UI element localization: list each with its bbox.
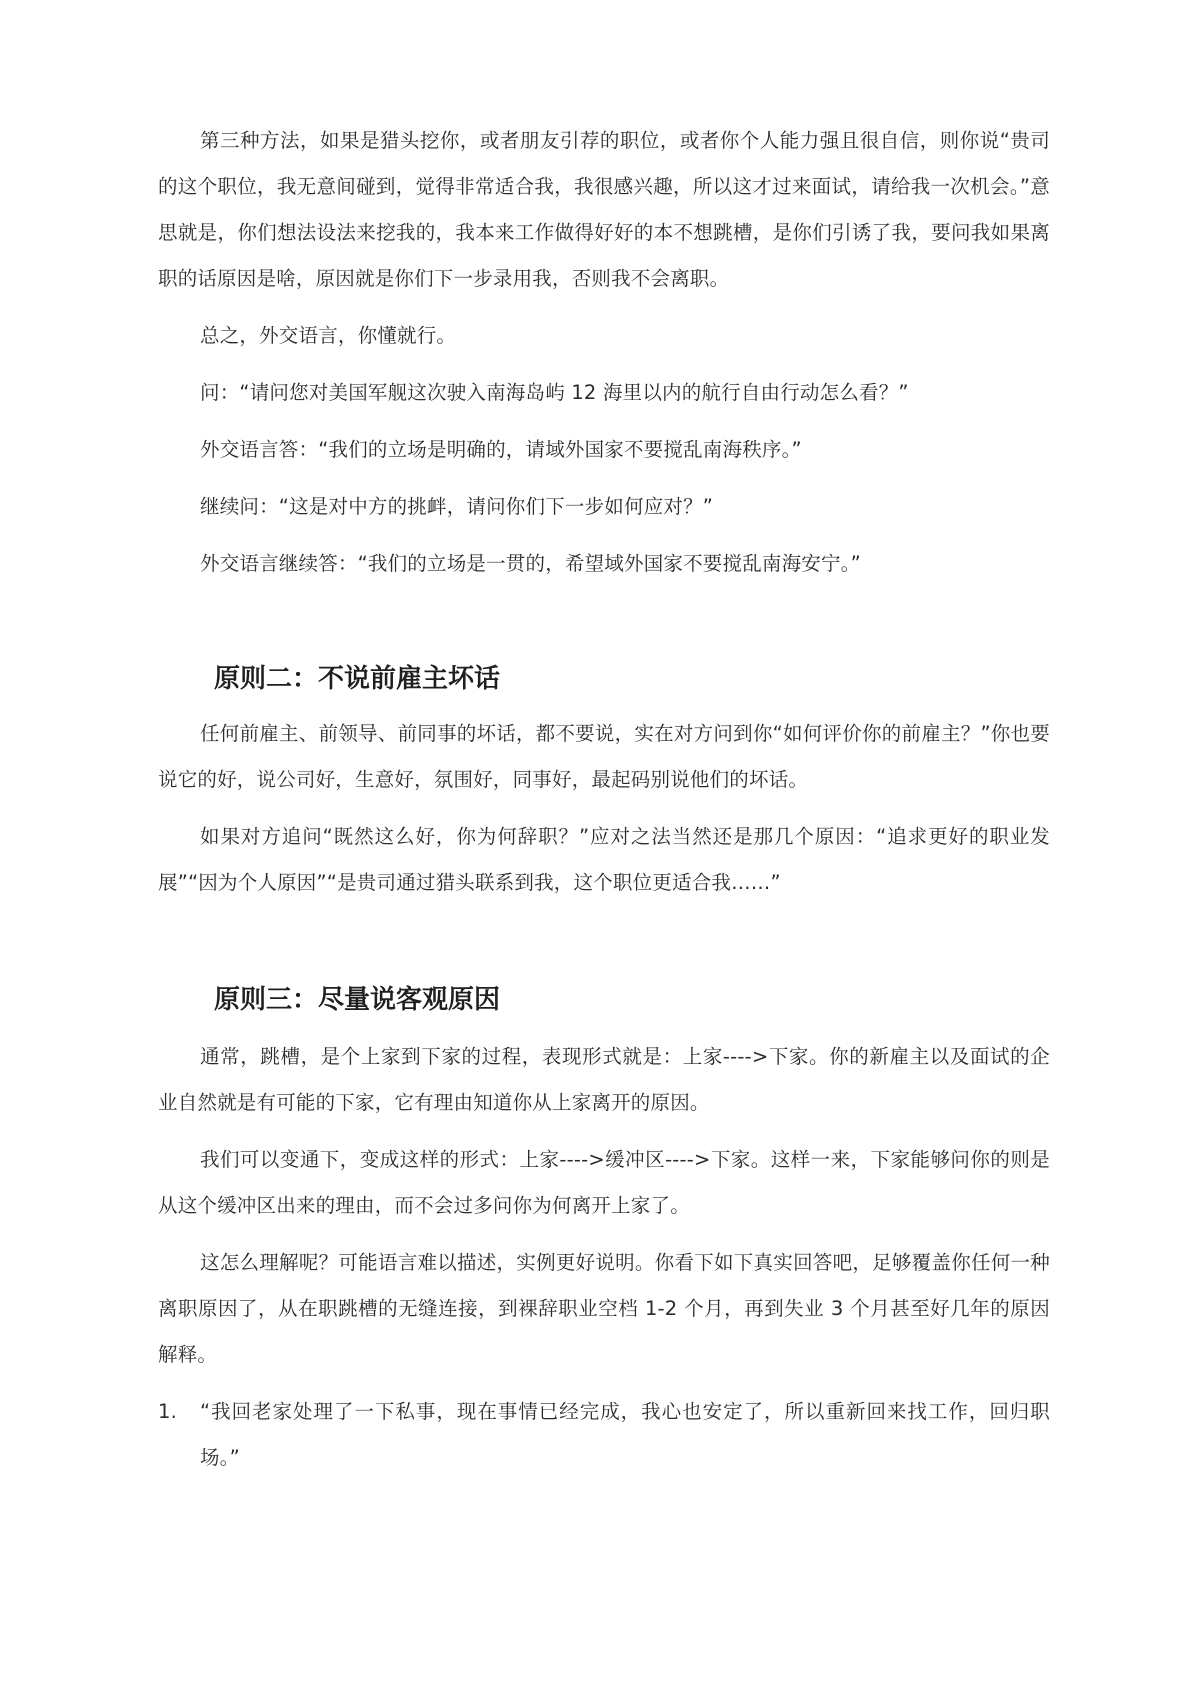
- paragraph-no-bad-words: 任何前雇主、前领导、前同事的坏话，都不要说，实在对方问到你“如何评价你的前雇主？”你也要说它的好，说公司好，生意好，氛围好，同事好，最起码别说他们的坏话。: [158, 722, 1050, 791]
- paragraph-follow-up-why: 如果对方追问“既然这么好，你为何辞职？”应对之法当然还是那几个原因：“追求更好的职业发展”“因为个人原因”“是贵司通过猎头联系到我，这个职位更适合我……”: [158, 825, 1050, 894]
- heading-principle-three: 原则三：尽量说客观原因: [214, 985, 501, 1015]
- list-item-text: “我回老家处理了一下私事，现在事情已经完成，我心也安定了，所以重新回来找工作，回归职场。”: [200, 1400, 1050, 1469]
- paragraph-buffer-zone: 我们可以变通下，变成这样的形式：上家---->缓冲区---->下家。这样一来，下家能够问你的则是从这个缓冲区出来的理由，而不会过多问你为何离开上家了。: [158, 1148, 1050, 1217]
- paragraph-job-hop-process: 通常，跳槽，是个上家到下家的过程，表现形式就是：上家---->下家。你的新雇主以及面试的企业自然就是有可能的下家，它有理由知道你从上家离开的原因。: [158, 1045, 1050, 1114]
- heading-principle-two: 原则二：不说前雇主坏话: [214, 664, 501, 694]
- paragraph-examples-intro: 这怎么理解呢？可能语言难以描述，实例更好说明。你看下如下真实回答吧，足够覆盖你任何一种离职原因了，从在职跳槽的无缝连接，到裸辞职业空档 1-2 个月，再到失业 3 个月甚至好几年的原因解释。: [158, 1251, 1050, 1366]
- list-item: [158, 1389, 1050, 1481]
- paragraph-question: 问：“请问您对美国军舰这次驶入南海岛屿 12 海里以内的航行自由行动怎么看？”: [200, 381, 909, 404]
- paragraph-summary: 总之，外交语言，你懂就行。: [200, 324, 457, 347]
- paragraph-third-method: 第三种方法，如果是猎头挖你，或者朋友引荐的职位，或者你个人能力强且很自信，则你说“贵司的这个职位，我无意间碰到，觉得非常适合我，我很感兴趣，所以这才过来面试，请给我一次机会。”意思就是，你们想法设法来挖我的，我本来工作做得好好的本不想跳槽，是你们引诱了我，要问我如果离职的话原因是啥，原因就是你们下一步录用我，否则我不会离职。: [158, 129, 1050, 290]
- list-item-number: 1.: [158, 1400, 178, 1423]
- paragraph-follow-answer: 外交语言继续答：“我们的立场是一贯的，希望域外国家不要搅乱南海安宁。”: [200, 552, 861, 575]
- paragraph-answer: 外交语言答：“我们的立场是明确的，请域外国家不要搅乱南海秩序。”: [200, 438, 802, 461]
- paragraph-follow-question: 继续问：“这是对中方的挑衅，请问你们下一步如何应对？”: [200, 495, 714, 518]
